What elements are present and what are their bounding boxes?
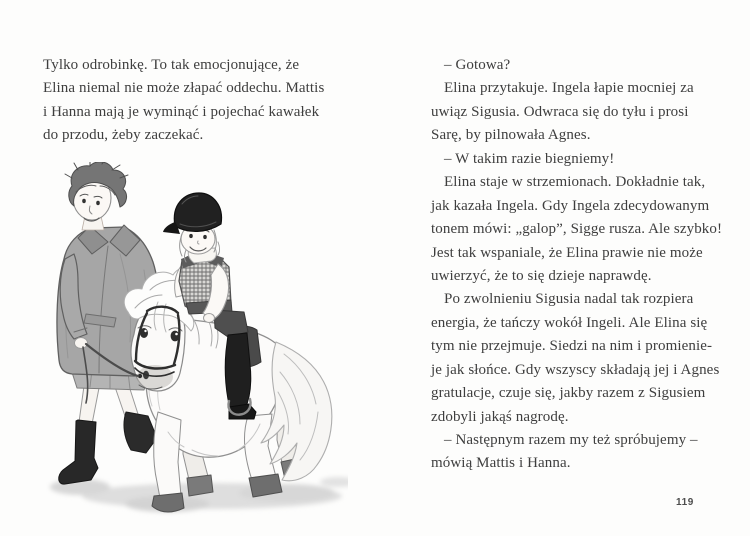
right-page-text <box>431 54 727 476</box>
text-line: je jak słońce. Gdy wszyscy składają jej i Agnes <box>431 361 720 378</box>
text-line: Elina przytakuje. Ingela łapie mocniej za <box>444 80 694 97</box>
text-line: mówią Mattis i Hanna. <box>431 455 571 472</box>
text-line: – W takim razie biegniemy! <box>444 150 615 167</box>
text-line: – Następnym razem my też spróbujemy – <box>444 432 698 448</box>
text-line: – Gotowa? <box>444 57 511 73</box>
text-line: energia, że tańczy wokół Ingeli. Ale Elina się <box>431 314 708 331</box>
text-line: zdobyli jakąś nagrodę. <box>431 408 569 425</box>
text-line: Elina staje w strzemionach. Dokładnie tak, <box>444 174 706 191</box>
text-line: tym nie przejmuje. Siedzi na nim i promienie- <box>431 338 713 355</box>
text-line: Elina niemal nie może złapać oddechu. Mattis <box>43 80 325 97</box>
left-page-text <box>43 54 335 148</box>
text-line: jak kazała Ingela. Gdy Ingela zdecydowanym <box>431 197 710 214</box>
text-line: tonem mówi: „galop”, Sigge rusza. Ale szybko! <box>431 221 723 238</box>
text-line: Po zwolnieniu Sigusia nadal tak rozpiera <box>444 291 694 308</box>
text-line: Jest tak wspaniale, że Elina prawie nie może <box>431 244 703 261</box>
text-line: Tylko odrobinkę. To tak emocjonujące, że <box>43 57 300 73</box>
page-number: 119 <box>676 497 694 508</box>
text-line: gratulacje, czuje się, jakby razem z Sigusiem <box>431 385 706 402</box>
text-line: uwiąz Sigusia. Odwraca się do tyłu i prosi <box>431 103 689 120</box>
pony-ride-illustration <box>32 162 348 518</box>
text-line: Sarę, by pilnowała Agnes. <box>431 127 591 144</box>
text-line: uwierzyć, że to się dzieje naprawdę. <box>431 267 652 284</box>
text-line: i Hanna mają je wyminąć i pojechać kawałek <box>43 103 320 120</box>
text-line: do przodu, żeby zaczekać. <box>43 127 204 144</box>
